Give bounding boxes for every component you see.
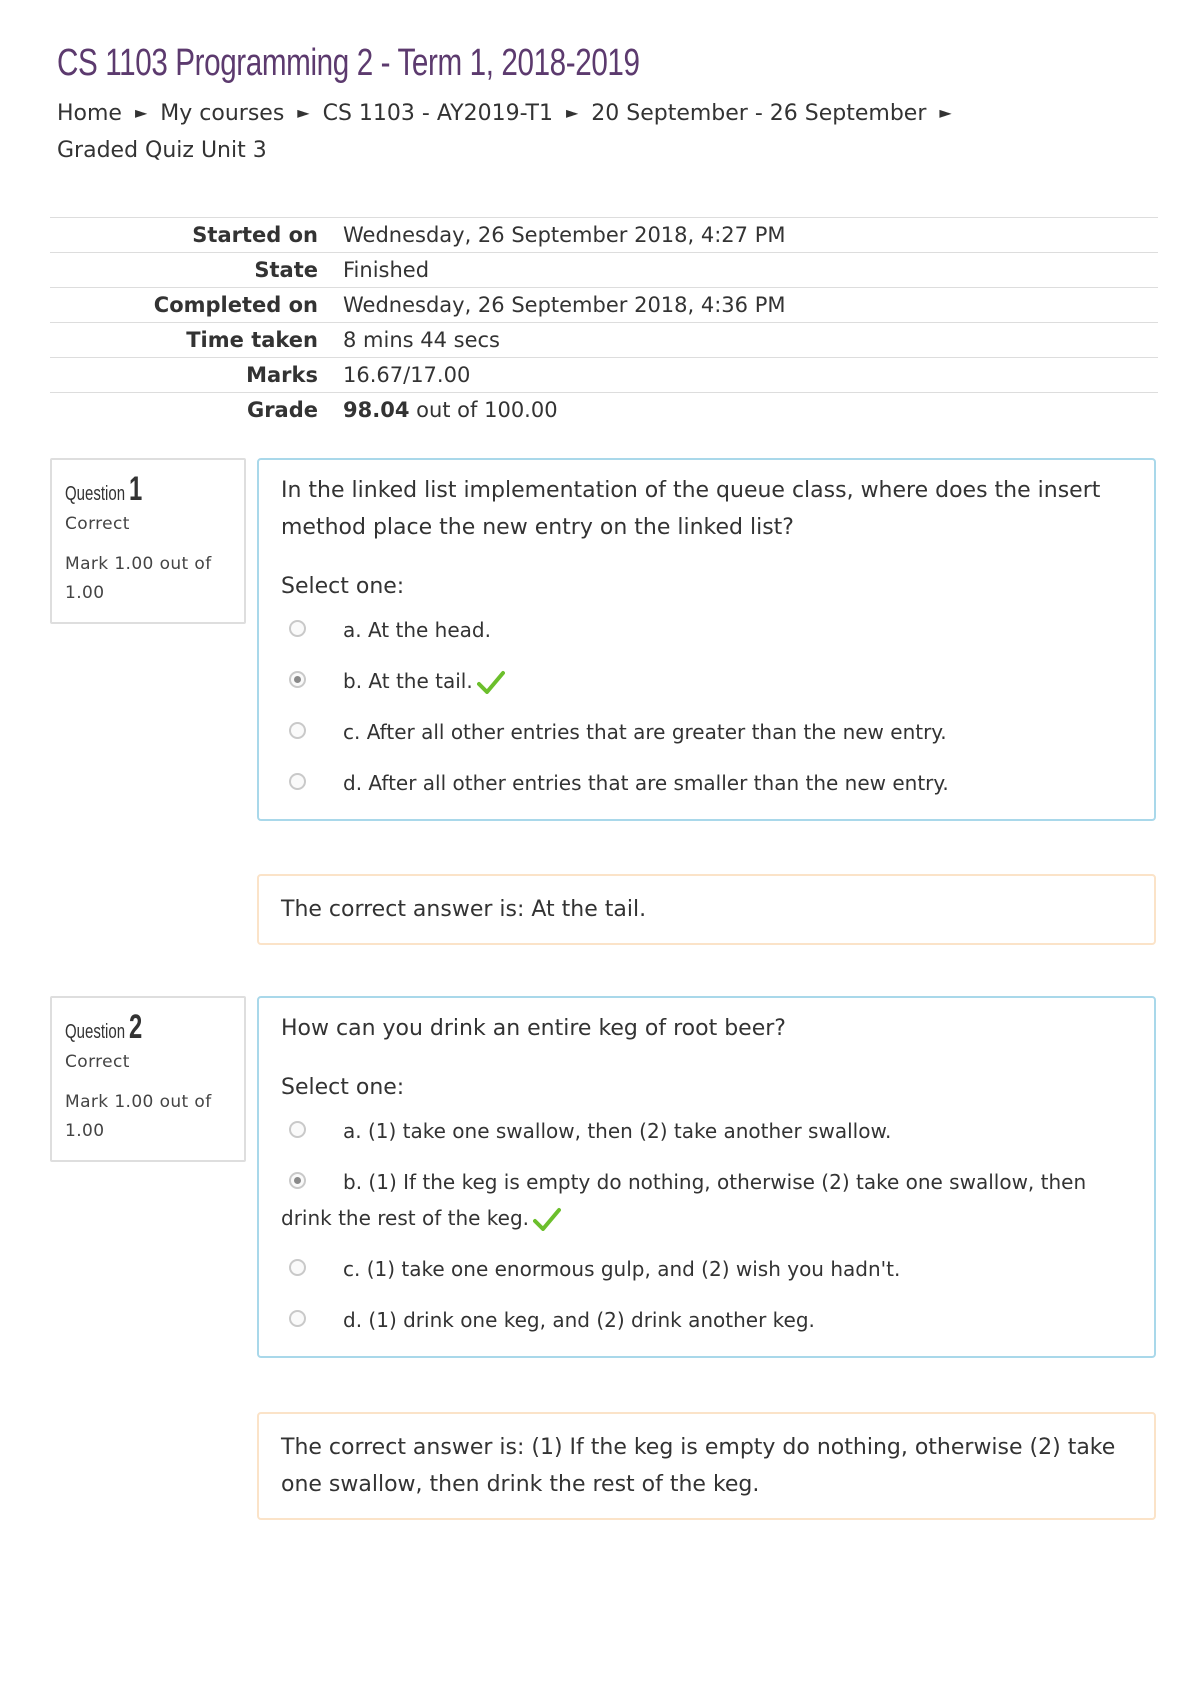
feedback-box-2 xyxy=(257,1412,1156,1520)
question-label: Question xyxy=(65,483,126,505)
time-taken-label: Time taken xyxy=(186,328,318,352)
summary-row-completed xyxy=(50,288,1158,323)
question-mark: Mark 1.00 out of 1.00 xyxy=(65,554,212,603)
select-one-prompt: Select one: xyxy=(281,1075,405,1100)
question-text: In the linked list implementation of the queue class, where does the insert method place the new entry on the linked list? xyxy=(281,478,1101,540)
question-text: How can you drink an entire keg of root beer? xyxy=(281,1016,786,1041)
radio-icon[interactable] xyxy=(289,1310,306,1327)
question-number: 2 xyxy=(129,1008,143,1046)
radio-checked-icon[interactable] xyxy=(289,1172,306,1189)
completed-on-label: Completed on xyxy=(153,293,318,317)
question-label: Question xyxy=(65,1021,126,1043)
answer-option-c[interactable] xyxy=(281,707,1132,758)
state-label: State xyxy=(254,258,318,282)
answer-option-a[interactable] xyxy=(281,605,1132,656)
check-icon xyxy=(533,1207,561,1231)
summary-row-time xyxy=(50,323,1158,358)
option-label: b. (1) If the keg is empty do nothing, otherwise (2) take one swallow, then drink the rest of the keg. xyxy=(281,1170,1087,1230)
answer-option-c[interactable] xyxy=(281,1244,1132,1295)
summary-row-grade xyxy=(50,393,1158,428)
breadcrumb-week[interactable]: 20 September - 26 September xyxy=(591,101,927,126)
breadcrumb-home[interactable]: Home xyxy=(57,101,122,126)
breadcrumb-my-courses[interactable]: My courses xyxy=(160,101,285,126)
option-label: d. After all other entries that are smaller than the new entry. xyxy=(343,771,949,795)
summary-row-state xyxy=(50,253,1158,288)
radio-icon[interactable] xyxy=(289,620,306,637)
grade-suffix: out of 100.00 xyxy=(409,398,558,423)
radio-icon[interactable] xyxy=(289,1259,306,1276)
grade-label: Grade xyxy=(246,398,318,423)
question-number-line xyxy=(65,470,244,510)
started-on-label: Started on xyxy=(192,223,318,247)
breadcrumb-separator-icon: ► xyxy=(297,103,310,122)
answer-option-b[interactable] xyxy=(281,656,1132,707)
question-number: 1 xyxy=(129,470,143,508)
answer-option-a[interactable] xyxy=(281,1106,1132,1157)
page-title: CS 1103 Programming 2 - Term 1, 2018-2019 xyxy=(57,42,640,84)
question-state: Correct xyxy=(65,514,130,534)
attempt-summary-table xyxy=(50,217,1158,428)
marks-label: Marks xyxy=(246,363,318,387)
breadcrumb xyxy=(57,94,1057,169)
radio-checked-icon[interactable] xyxy=(289,671,306,688)
question-content-2 xyxy=(257,996,1156,1358)
option-label: c. After all other entries that are greater than the new entry. xyxy=(343,720,947,744)
answer-option-d[interactable] xyxy=(281,1295,1132,1346)
grade-cell xyxy=(343,393,1158,428)
option-label: b. At the tail. xyxy=(343,669,473,693)
breadcrumb-separator-icon: ► xyxy=(565,103,579,122)
started-on-value: Wednesday, 26 September 2018, 4:27 PM xyxy=(343,223,786,247)
time-taken-value: 8 mins 44 secs xyxy=(343,328,500,352)
question-number-line xyxy=(65,1008,244,1048)
question-content-1 xyxy=(257,458,1156,821)
correct-answer-text: The correct answer is: (1) If the keg is empty do nothing, otherwise (2) take one swallow, then drink the rest of the keg. xyxy=(281,1435,1116,1497)
summary-row-started xyxy=(50,218,1158,253)
question-info-1 xyxy=(50,458,246,624)
option-label: c. (1) take one enormous gulp, and (2) wish you hadn't. xyxy=(343,1257,901,1281)
breadcrumb-separator-icon: ► xyxy=(939,103,952,122)
radio-icon[interactable] xyxy=(289,773,306,790)
breadcrumb-course[interactable]: CS 1103 - AY2019-T1 xyxy=(322,101,553,126)
radio-icon[interactable] xyxy=(289,1121,306,1138)
option-label: a. At the head. xyxy=(343,618,491,642)
option-label: d. (1) drink one keg, and (2) drink another keg. xyxy=(343,1308,815,1332)
question-state: Correct xyxy=(65,1052,130,1072)
summary-row-marks xyxy=(50,358,1158,393)
question-info-2 xyxy=(50,996,246,1162)
select-one-prompt: Select one: xyxy=(281,574,405,599)
radio-icon[interactable] xyxy=(289,722,306,739)
grade-value: 98.04 xyxy=(343,398,410,423)
feedback-box-1 xyxy=(257,874,1156,945)
correct-answer-text: The correct answer is: At the tail. xyxy=(281,897,647,922)
answer-option-b[interactable] xyxy=(281,1157,1132,1244)
check-icon xyxy=(477,670,505,694)
marks-value: 16.67/17.00 xyxy=(343,363,471,387)
breadcrumb-quiz[interactable]: Graded Quiz Unit 3 xyxy=(57,138,267,163)
completed-on-value: Wednesday, 26 September 2018, 4:36 PM xyxy=(343,293,786,317)
state-value: Finished xyxy=(343,258,430,282)
option-label: a. (1) take one swallow, then (2) take another swallow. xyxy=(343,1119,892,1143)
question-mark: Mark 1.00 out of 1.00 xyxy=(65,1092,212,1141)
breadcrumb-separator-icon: ► xyxy=(134,103,148,122)
answer-option-d[interactable] xyxy=(281,758,1132,809)
